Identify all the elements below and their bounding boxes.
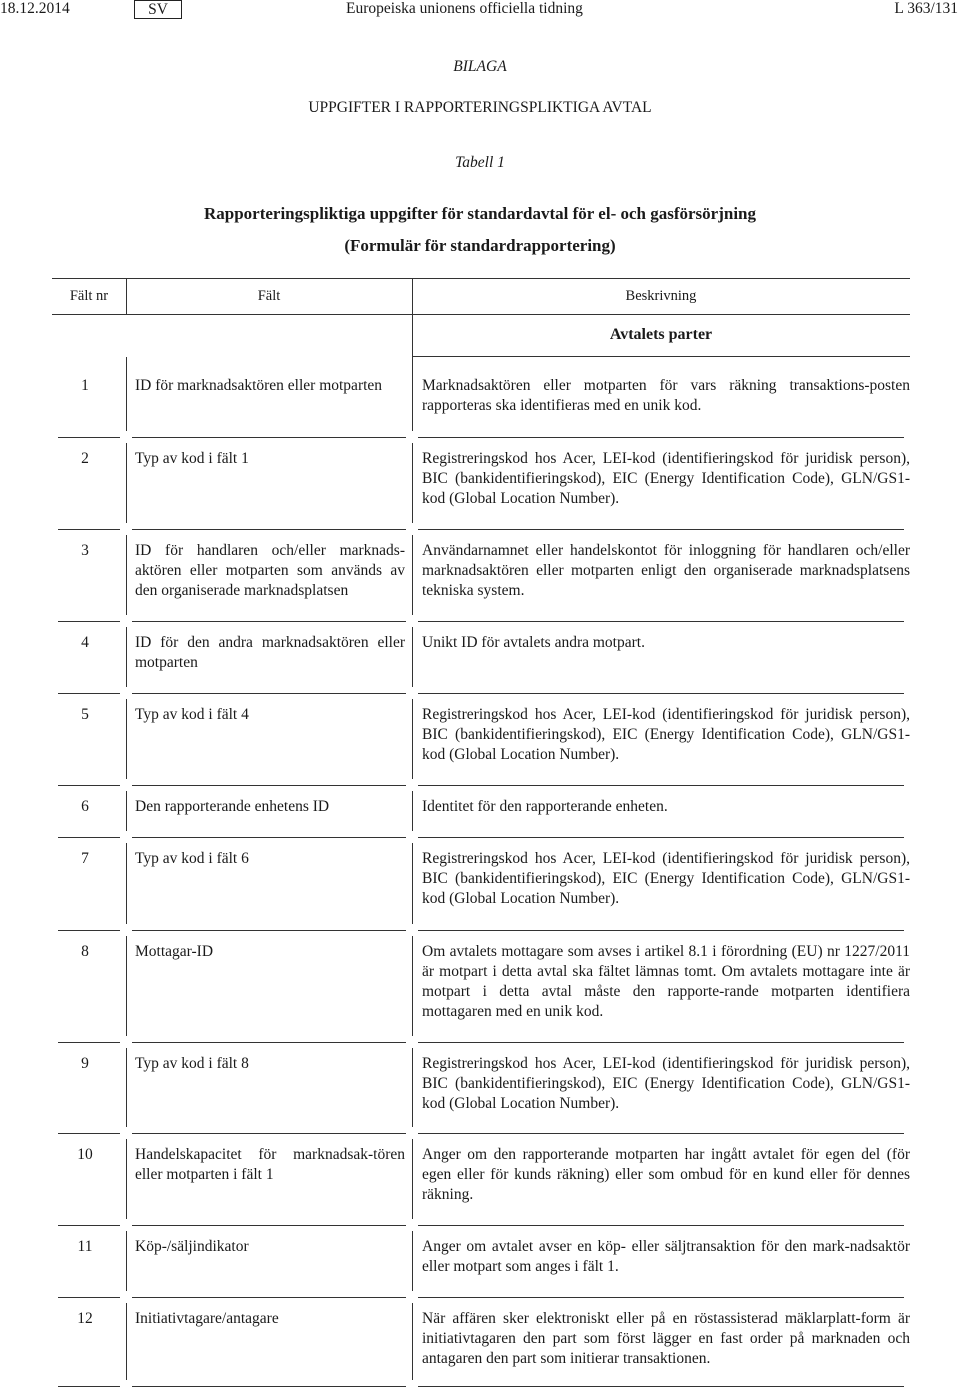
row-separator <box>132 1133 406 1134</box>
column-divider <box>126 535 127 615</box>
column-divider <box>126 699 127 779</box>
row-description: Registreringskod hos Acer, LEI-kod (identifieringskod för juridisk person), BIC (bankidentifieringskod), EIC (Energy Identification Code), GLN/GS1-kod (Global Location Number). <box>422 1055 910 1112</box>
journal-title: Europeiska unionens officiella tidning <box>346 0 583 17</box>
column-divider <box>412 843 413 924</box>
column-divider <box>412 627 413 687</box>
column-divider <box>412 1231 413 1291</box>
row-separator <box>58 693 120 694</box>
column-divider <box>412 791 413 831</box>
row-number: 2 <box>81 450 89 467</box>
table-label: Tabell 1 <box>455 154 505 171</box>
row-description: Unikt ID för avtalets andra motpart. <box>422 634 645 651</box>
column-divider <box>412 1048 413 1127</box>
row-separator <box>58 1042 120 1043</box>
column-divider <box>126 1303 127 1380</box>
main-title: UPPGIFTER I RAPPORTERINGSPLIKTIGA AVTAL <box>308 99 652 116</box>
row-description: Identitet för den rapporterande enheten. <box>422 798 668 815</box>
row-separator <box>132 1386 406 1387</box>
row-separator <box>132 837 406 838</box>
row-field: Typ av kod i fält 4 <box>135 706 249 723</box>
column-divider <box>126 357 127 431</box>
row-separator <box>132 930 406 931</box>
row-number: 5 <box>81 706 89 723</box>
column-divider <box>126 443 127 523</box>
row-separator <box>132 693 406 694</box>
row-description: Registreringskod hos Acer, LEI-kod (identifieringskod för juridisk person), BIC (bankidentifieringskod), EIC (Energy Identification Code), GLN/GS1-kod (Global Location Number). <box>422 850 910 907</box>
row-number: 8 <box>81 943 89 960</box>
row-separator <box>418 437 904 438</box>
row-separator <box>58 437 120 438</box>
row-separator <box>58 785 120 786</box>
row-field: Initiativtagare/antagare <box>135 1310 279 1327</box>
row-separator <box>418 837 904 838</box>
page-reference: L 363/131 <box>894 0 958 17</box>
column-divider <box>412 278 413 314</box>
row-separator <box>132 1225 406 1226</box>
row-separator <box>418 1225 904 1226</box>
annex-label: BILAGA <box>453 58 507 75</box>
column-divider <box>126 1231 127 1291</box>
row-separator <box>58 1133 120 1134</box>
row-separator <box>132 621 406 622</box>
row-separator <box>132 785 406 786</box>
row-field: Handelskapacitet för marknadsak-tören eller motparten i fält 1 <box>135 1146 405 1183</box>
row-number: 11 <box>77 1238 93 1255</box>
table-title-line-2: (Formulär för standardrapportering) <box>344 236 616 255</box>
row-separator <box>58 837 120 838</box>
row-separator <box>132 529 406 530</box>
row-description: Marknadsaktören eller motparten för vars räkning transaktions-posten rapporteras ska identifieras med en unik kod. <box>422 377 910 414</box>
row-field: Typ av kod i fält 6 <box>135 850 249 867</box>
column-divider <box>412 443 413 523</box>
column-divider <box>412 1303 413 1380</box>
row-separator <box>58 1225 120 1226</box>
table-title <box>0 198 960 262</box>
language-badge: SV <box>134 0 182 19</box>
publication-date: 18.12.2014 <box>0 0 70 17</box>
column-divider <box>126 1139 127 1219</box>
section-heading: Avtalets parter <box>609 326 713 343</box>
section-bottom-rule <box>412 356 910 357</box>
row-description: Anger om den rapporterande motparten har ingått avtalet för egen del (för egen eller för kunds räkning) eller som ombud för en kund eller för dennes räkning. <box>422 1146 910 1203</box>
row-separator <box>418 1386 904 1387</box>
row-field: Mottagar-ID <box>135 943 214 960</box>
column-divider <box>126 936 127 1036</box>
column-divider <box>412 936 413 1036</box>
column-divider <box>412 1139 413 1219</box>
row-field: Typ av kod i fält 8 <box>135 1055 249 1072</box>
header-bottom-rule <box>52 314 910 315</box>
row-description: När affären sker elektroniskt eller på en röstassisterad mäklarplatt-form är initiativtagaren den part som först lägger en fast order på marknaden och antagaren den part som initierar transaktionen. <box>422 1310 910 1367</box>
row-field: ID för marknadsaktören eller motparten <box>135 377 383 394</box>
row-number: 1 <box>81 377 89 394</box>
row-description: Om avtalets mottagare som avses i artikel 8.1 i förordning (EU) nr 1227/2011 är motpart i detta avtal ska fältet lämnas tomt. Om avtalets mottagare inte är motpart i detta avtal måste den rapporte-rande motparten identifiera mottagaren med en unik kod. <box>422 943 910 1020</box>
column-divider <box>126 278 127 314</box>
column-header-number: Fält nr <box>69 288 109 304</box>
column-divider <box>126 791 127 831</box>
row-number: 6 <box>81 798 89 815</box>
row-number: 4 <box>81 634 89 651</box>
row-separator <box>418 529 904 530</box>
row-separator <box>132 437 406 438</box>
row-separator <box>58 1297 120 1298</box>
table-title-line-1: Rapporteringspliktiga uppgifter för standardavtal för el- och gasförsörjning <box>203 204 757 223</box>
column-divider <box>126 843 127 924</box>
row-separator <box>132 1297 406 1298</box>
row-separator <box>418 1297 904 1298</box>
row-separator <box>58 621 120 622</box>
row-description: Anger om avtalet avser en köp- eller säljtransaktion för den mark-nadsaktör eller motpart som anges i fält 1. <box>422 1238 910 1275</box>
row-separator <box>58 1386 120 1387</box>
row-description: Registreringskod hos Acer, LEI-kod (identifieringskod för juridisk person), BIC (bankidentifieringskod), EIC (Energy Identification Code), GLN/GS1-kod (Global Location Number). <box>422 706 910 763</box>
row-field: Typ av kod i fält 1 <box>135 450 249 467</box>
column-divider <box>412 357 413 431</box>
row-description: Användarnamnet eller handelskontot för inloggning för handlaren och/eller marknadsaktören eller motparten enligt den organiserade marknadsplatsens tekniska system. <box>422 542 910 599</box>
row-number: 12 <box>77 1310 93 1327</box>
column-header-field: Fält <box>257 288 281 304</box>
column-divider <box>412 535 413 615</box>
row-separator <box>418 1042 904 1043</box>
row-description: Registreringskod hos Acer, LEI-kod (identifieringskod för juridisk person), BIC (bankidentifieringskod), EIC (Energy Identification Code), GLN/GS1-kod (Global Location Number). <box>422 450 910 507</box>
row-field: Den rapporterande enhetens ID <box>135 798 330 815</box>
row-field: Köp-/säljindikator <box>135 1238 249 1255</box>
row-number: 10 <box>77 1146 93 1163</box>
column-divider <box>412 699 413 779</box>
column-divider <box>126 627 127 687</box>
column-header-description: Beskrivning <box>625 288 697 304</box>
column-divider <box>126 1048 127 1127</box>
row-separator <box>58 930 120 931</box>
page-header <box>0 0 960 22</box>
row-separator <box>418 930 904 931</box>
row-number: 7 <box>81 850 89 867</box>
row-number: 3 <box>81 542 89 559</box>
row-separator <box>418 693 904 694</box>
row-separator <box>58 529 120 530</box>
table-top-rule <box>52 278 910 279</box>
row-field: ID för den andra marknadsaktören eller motparten <box>135 634 405 671</box>
row-field: ID för handlaren och/eller marknads-aktören eller motparten som används av den organiserade marknadsplatsen <box>135 542 405 599</box>
row-separator <box>418 785 904 786</box>
row-separator <box>132 1042 406 1043</box>
row-separator <box>418 621 904 622</box>
row-separator <box>418 1133 904 1134</box>
column-divider <box>412 314 413 356</box>
row-number: 9 <box>81 1055 89 1072</box>
